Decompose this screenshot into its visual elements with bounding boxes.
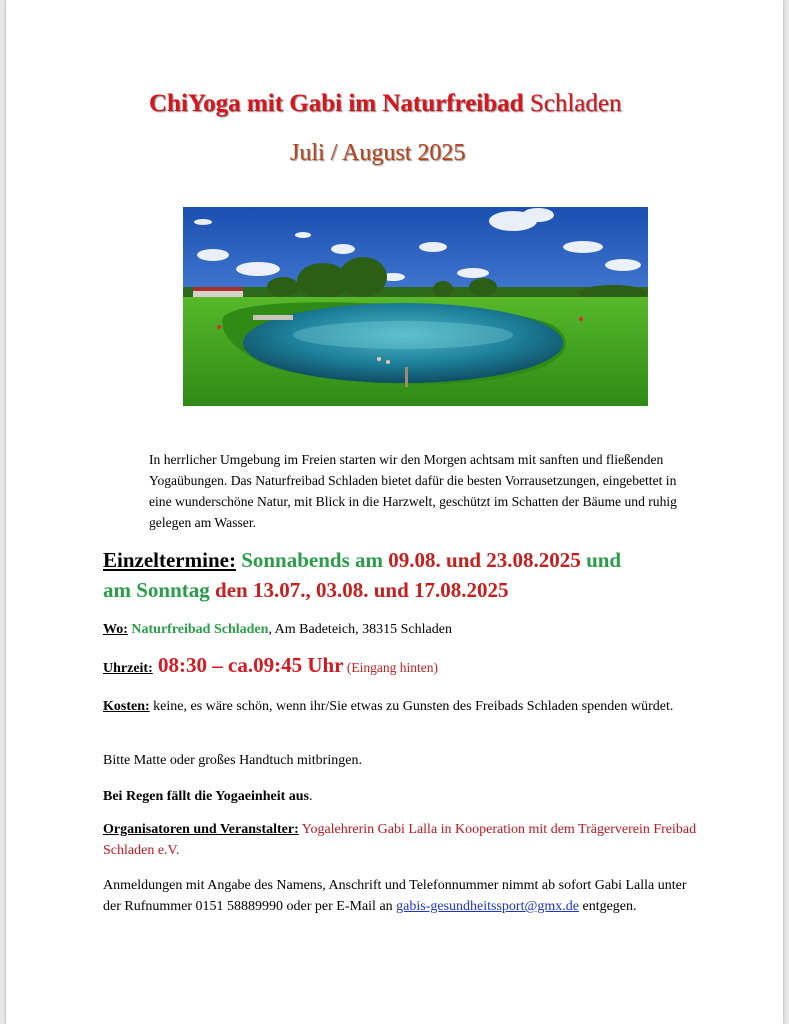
rain-note-bold: Bei Regen fällt die Yogaeinheit aus <box>103 789 309 804</box>
mat-note: Bitte Matte oder großes Handtuch mitbringen. <box>103 753 362 768</box>
page-subtitle: Juli / August 2025 <box>290 140 466 166</box>
location-address: , Am Badeteich, 38315 Schladen <box>268 622 452 637</box>
saturday-prefix: Sonnabends am <box>235 548 389 572</box>
location-place: Naturfreibad Schladen <box>127 622 269 637</box>
costs-text: keine, es wäre schön, wenn ihr/Sie etwas zu Gunsten des Freibads Schladen spenden würdet. <box>149 699 674 714</box>
time-label: Uhrzeit: <box>103 661 153 676</box>
rain-note <box>103 786 312 807</box>
registration-end: entgegen. <box>578 899 637 914</box>
sunday-dates: den 13.07., 03.08. und 17.08.2025 <box>209 578 509 602</box>
location-line <box>103 619 452 640</box>
title-main: ChiYoga mit Gabi im Naturfreibad <box>149 90 524 117</box>
rain-note-end: . <box>308 789 313 804</box>
organizers-paragraph <box>103 819 703 861</box>
intro-paragraph: In herrlicher Umgebung im Freien starten wir den Morgen achtsam mit sanften und fließenden Yogaübungen. Das Naturfreibad Schladen bietet dafür die besten Vorrausetzungen, eingebettet in eine wunderschöne Natur, mit Blick in die Harzwelt, geschützt im Schatten der Bäume und ruhig gelegen am Wasser. <box>149 452 677 530</box>
title-town: Schladen <box>523 90 622 117</box>
saturday-dates: 09.08. und 23.08.2025 <box>388 548 581 572</box>
time-line <box>103 653 438 678</box>
dates-section <box>103 545 703 605</box>
document-page <box>6 0 783 1024</box>
registration-text: Anmeldungen mit Angabe des Namens, Anschrift und Telefonnummer nimmt ab sofort Gabi Lalla unter der Rufnummer 0151 58889990 oder per E-Mail an <box>103 878 687 914</box>
lake-photo <box>183 207 648 406</box>
organizers-label: Organisatoren und Veranstalter: <box>103 822 299 837</box>
time-value: 08:30 – ca.09:45 Uhr <box>152 653 344 677</box>
registration-paragraph <box>103 875 703 917</box>
entrance-hint: (Eingang hinten) <box>343 660 438 675</box>
email-link[interactable]: gabis-gesundheitssport@gmx.de <box>396 899 579 914</box>
page-title <box>149 90 621 118</box>
costs-label: Kosten: <box>103 699 150 714</box>
costs-paragraph <box>103 696 703 717</box>
organizers-text: Yogalehrerin Gabi Lalla in Kooperation mit dem Trägerverein Freibad Schladen e.V. <box>103 822 697 858</box>
location-label: Wo: <box>103 622 128 637</box>
sunday-prefix: am Sonntag <box>103 578 210 602</box>
dates-and: und <box>580 548 622 572</box>
dates-label: Einzeltermine: <box>103 548 236 572</box>
